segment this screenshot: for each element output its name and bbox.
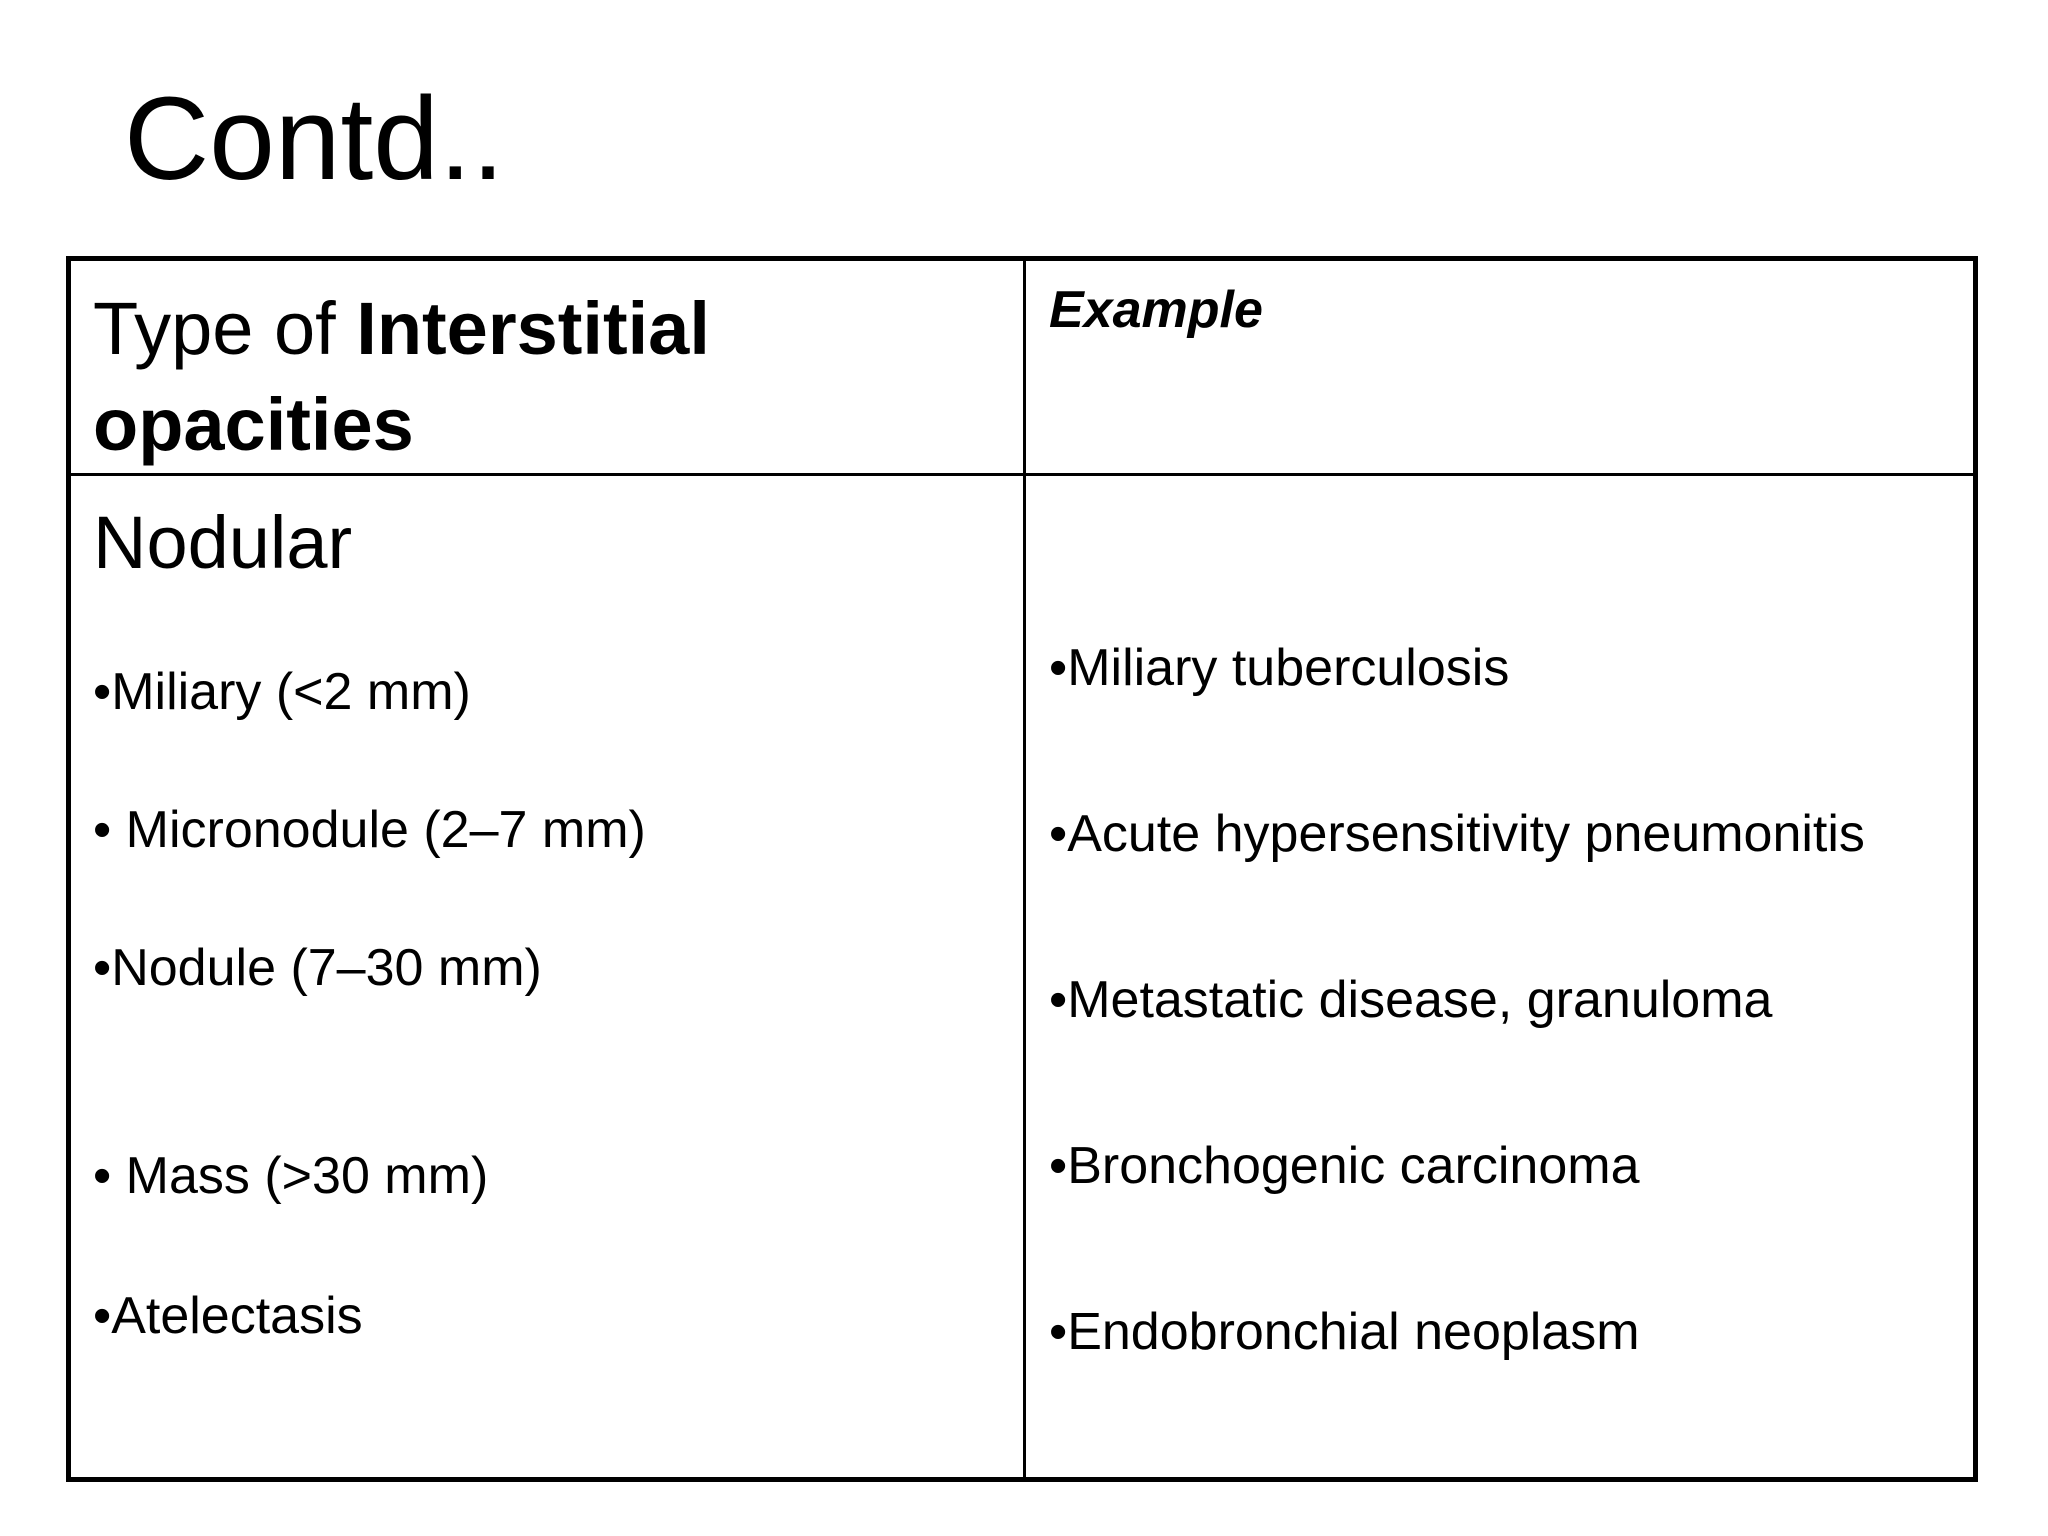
left-item-nodule: •Nodule (7–30 mm) bbox=[93, 939, 542, 997]
header-type-cell bbox=[93, 281, 710, 473]
left-item-micronodule: • Micronodule (2–7 mm) bbox=[93, 801, 646, 859]
right-item-bronchogenic-carcinoma: •Bronchogenic carcinoma bbox=[1049, 1137, 1640, 1195]
left-item-atelectasis: •Atelectasis bbox=[93, 1287, 363, 1345]
column-divider bbox=[1023, 261, 1026, 1477]
header-example-cell: Example bbox=[1049, 281, 1263, 339]
header-row-divider bbox=[71, 473, 1973, 476]
header-type-bold-1: Interstitial bbox=[356, 287, 710, 370]
right-item-hypersensitivity-pneumonitis: •Acute hypersensitivity pneumonitis bbox=[1049, 805, 1865, 863]
header-type-bold-2: opacities bbox=[93, 383, 414, 466]
right-item-metastatic-disease: •Metastatic disease, granuloma bbox=[1049, 971, 1773, 1029]
header-type-prefix: Type of bbox=[93, 287, 357, 370]
left-item-miliary: •Miliary (<2 mm) bbox=[93, 663, 471, 721]
slide-title: Contd.. bbox=[124, 73, 505, 205]
right-item-endobronchial-neoplasm: •Endobronchial neoplasm bbox=[1049, 1303, 1640, 1361]
group-label-nodular: Nodular bbox=[93, 501, 353, 584]
left-item-mass: • Mass (>30 mm) bbox=[93, 1147, 489, 1205]
right-item-miliary-tuberculosis: •Miliary tuberculosis bbox=[1049, 639, 1510, 697]
opacities-table bbox=[66, 256, 1978, 1482]
